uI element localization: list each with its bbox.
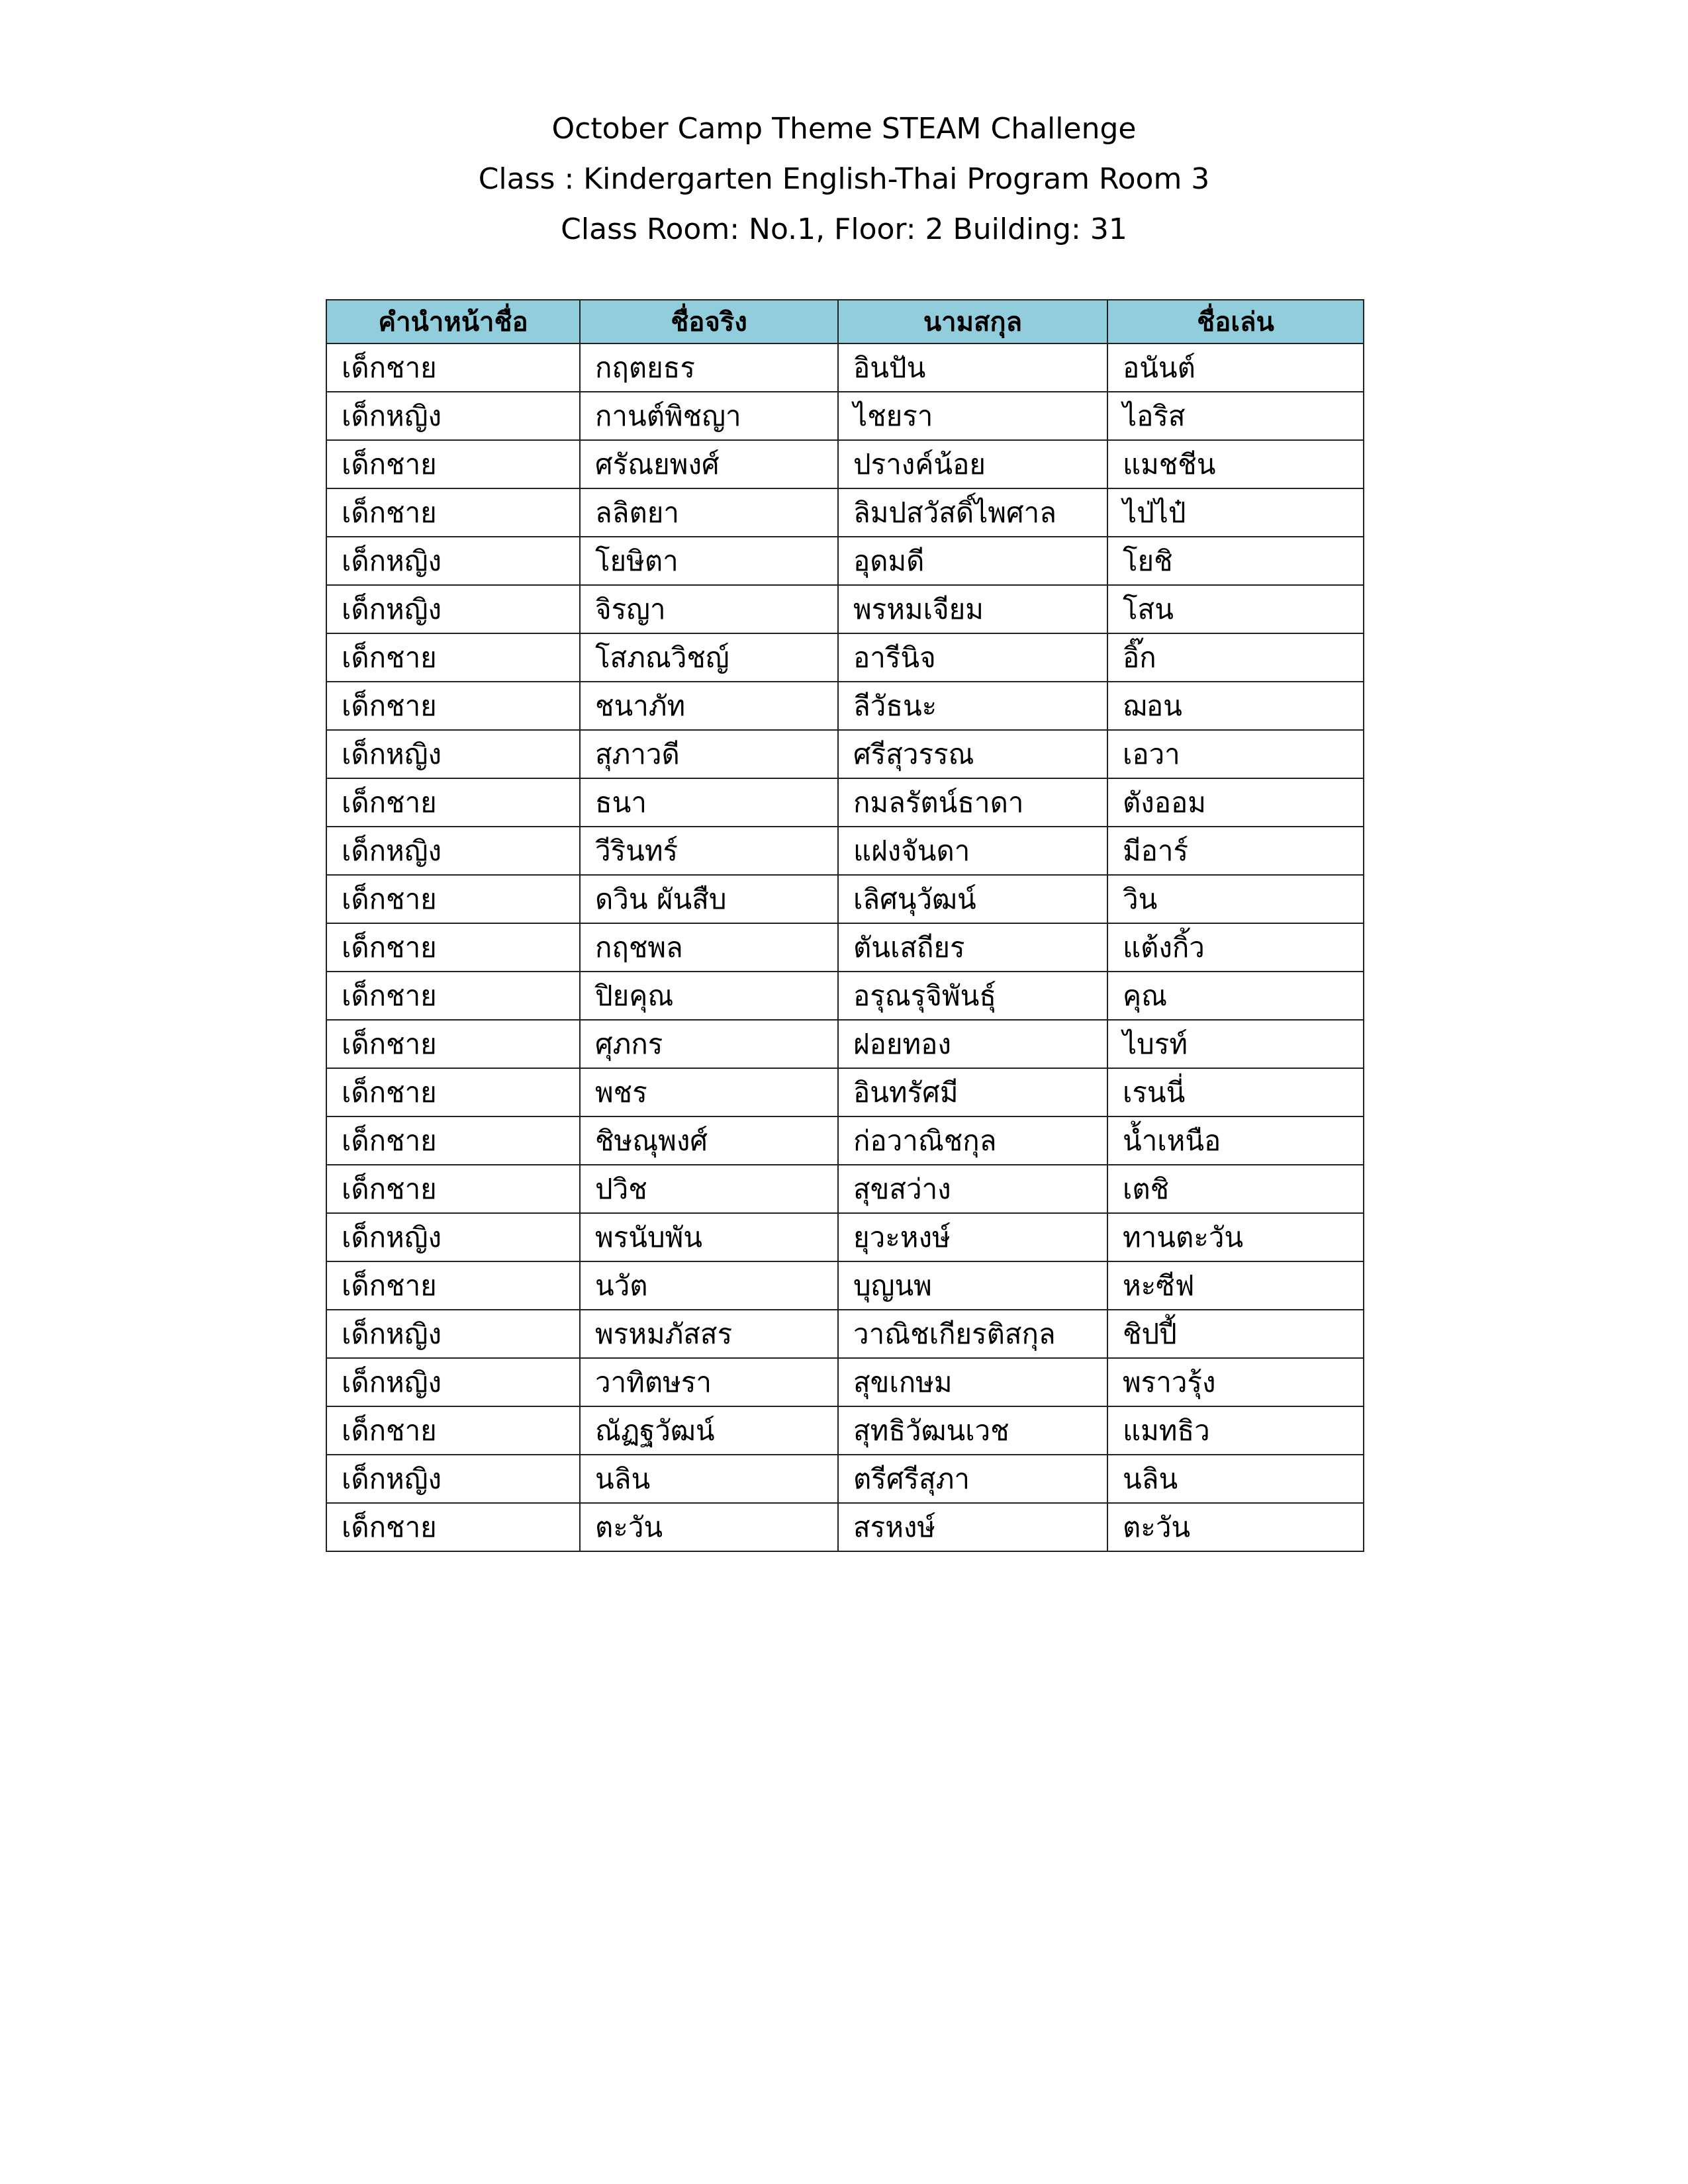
table-row [326,1020,1364,1068]
cell-last-name: ตรีศรีสุภา [838,1455,1107,1503]
column-header-nickname: ชื่อเล่น [1107,300,1364,343]
cell-prefix: เด็กชาย [326,1261,580,1310]
cell-first-name: พชร [580,1068,838,1116]
cell-last-name: ก่อวาณิชกุล [838,1116,1107,1165]
table-row [326,1406,1364,1455]
cell-nickname: ไอริส [1107,392,1364,440]
cell-prefix: เด็กชาย [326,875,580,923]
cell-last-name: กมลรัตน์ธาดา [838,778,1107,827]
cell-last-name: เลิศนุวัฒน์ [838,875,1107,923]
cell-nickname: แมทธิว [1107,1406,1364,1455]
cell-nickname: ทานตะวัน [1107,1213,1364,1261]
cell-prefix: เด็กหญิง [326,827,580,875]
cell-prefix: เด็กชาย [326,1503,580,1551]
cell-first-name: โสภณวิชญ์ [580,633,838,682]
table-row [326,1261,1364,1310]
class-line: Class : Kindergarten English-Thai Program Room 3 [478,162,1210,196]
cell-nickname: เอวา [1107,730,1364,778]
cell-nickname: นลิน [1107,1455,1364,1503]
cell-last-name: ลิมปสวัสดิ์ไพศาล [838,488,1107,537]
cell-prefix: เด็กชาย [326,778,580,827]
cell-first-name: โยษิตา [580,537,838,585]
table-row [326,1068,1364,1116]
cell-first-name: ดวิน ผันสืบ [580,875,838,923]
cell-prefix: เด็กหญิง [326,537,580,585]
cell-first-name: ชนาภัท [580,682,838,730]
cell-last-name: ปรางค์น้อย [838,440,1107,488]
table-row [326,343,1364,392]
cell-first-name: กฤชพล [580,923,838,972]
cell-last-name: อรุณรุจิพันธุ์ [838,972,1107,1020]
cell-first-name: นวัต [580,1261,838,1310]
cell-last-name: ตันเสถียร [838,923,1107,972]
cell-prefix: เด็กหญิง [326,1310,580,1358]
table-row [326,1310,1364,1358]
cell-nickname: น้ำเหนือ [1107,1116,1364,1165]
table-body [326,343,1364,1551]
table-row [326,972,1364,1020]
cell-nickname: หะซีฟ [1107,1261,1364,1310]
cell-last-name: ลีวัธนะ [838,682,1107,730]
cell-last-name: อุดมดี [838,537,1107,585]
cell-first-name: ปวิช [580,1165,838,1213]
cell-nickname: มีอาร์ [1107,827,1364,875]
cell-first-name: ลลิตยา [580,488,838,537]
cell-prefix: เด็กชาย [326,972,580,1020]
cell-first-name: กานต์พิชญา [580,392,838,440]
cell-nickname: คุณ [1107,972,1364,1020]
table-row [326,1165,1364,1213]
cell-nickname: ตังออม [1107,778,1364,827]
cell-nickname: แต้งกิ้ว [1107,923,1364,972]
cell-last-name: พรหมเจียม [838,585,1107,633]
cell-prefix: เด็กหญิง [326,585,580,633]
cell-prefix: เด็กชาย [326,1068,580,1116]
cell-last-name: อินปัน [838,343,1107,392]
table-row [326,778,1364,827]
cell-first-name: ปิยคุณ [580,972,838,1020]
cell-first-name: ชิษณุพงศ์ [580,1116,838,1165]
cell-prefix: เด็กชาย [326,1020,580,1068]
cell-prefix: เด็กหญิง [326,392,580,440]
cell-first-name: ณัฏฐวัฒน์ [580,1406,838,1455]
cell-nickname: เตชิ [1107,1165,1364,1213]
page-title: October Camp Theme STEAM Challenge [551,112,1137,146]
column-header-first-name: ชื่อจริง [580,300,838,343]
table-row [326,923,1364,972]
cell-last-name: สุทธิวัฒนเวช [838,1406,1107,1455]
cell-last-name: ไชยรา [838,392,1107,440]
cell-prefix: เด็กชาย [326,682,580,730]
cell-last-name: สุขเกษม [838,1358,1107,1406]
cell-prefix: เด็กชาย [326,1116,580,1165]
cell-nickname: โสน [1107,585,1364,633]
cell-nickname: แมชชีน [1107,440,1364,488]
cell-prefix: เด็กหญิง [326,1358,580,1406]
cell-first-name: กฤตยธร [580,343,838,392]
table-row [326,537,1364,585]
table-row [326,1455,1364,1503]
cell-prefix: เด็กชาย [326,488,580,537]
cell-last-name: แฝงจันดา [838,827,1107,875]
cell-last-name: บุญนพ [838,1261,1107,1310]
cell-prefix: เด็กชาย [326,633,580,682]
cell-first-name: นลิน [580,1455,838,1503]
cell-first-name: ศุภกร [580,1020,838,1068]
table-row [326,1358,1364,1406]
table-row [326,633,1364,682]
cell-prefix: เด็กชาย [326,440,580,488]
cell-last-name: สรหงษ์ [838,1503,1107,1551]
cell-nickname: เรนนี่ [1107,1068,1364,1116]
cell-prefix: เด็กชาย [326,1406,580,1455]
cell-first-name: ตะวัน [580,1503,838,1551]
column-header-last-name: นามสกุล [838,300,1107,343]
cell-last-name: สุขสว่าง [838,1165,1107,1213]
cell-nickname: ฌอน [1107,682,1364,730]
student-roster-table [326,299,1364,1552]
table-row [326,440,1364,488]
cell-first-name: พรนับพัน [580,1213,838,1261]
table-row [326,682,1364,730]
table-row [326,392,1364,440]
table-row [326,1116,1364,1165]
table-row [326,585,1364,633]
table-row [326,827,1364,875]
cell-first-name: สุภาวดี [580,730,838,778]
table-header-row [326,300,1364,343]
table-row [326,875,1364,923]
cell-last-name: ฝอยทอง [838,1020,1107,1068]
cell-nickname: ตะวัน [1107,1503,1364,1551]
cell-nickname: อนันต์ [1107,343,1364,392]
cell-first-name: ศรัณยพงศ์ [580,440,838,488]
cell-prefix: เด็กชาย [326,1165,580,1213]
cell-nickname: พราวรุ้ง [1107,1358,1364,1406]
cell-first-name: พรหมภัสสร [580,1310,838,1358]
cell-prefix: เด็กชาย [326,343,580,392]
table-row [326,488,1364,537]
cell-nickname: ไบรท์ [1107,1020,1364,1068]
cell-nickname: โยชิ [1107,537,1364,585]
table-row [326,1503,1364,1551]
cell-first-name: จิรญา [580,585,838,633]
cell-nickname: ชิปปี้ [1107,1310,1364,1358]
table-row [326,1213,1364,1261]
cell-nickname: ไป่ไป๋ [1107,488,1364,537]
table-row [326,730,1364,778]
column-header-prefix: คำนำหน้าชื่อ [326,300,580,343]
cell-first-name: วีรินทร์ [580,827,838,875]
cell-prefix: เด็กหญิง [326,1213,580,1261]
cell-last-name: วาณิชเกียรติสกุล [838,1310,1107,1358]
cell-nickname: อิ๊ก [1107,633,1364,682]
cell-prefix: เด็กหญิง [326,1455,580,1503]
cell-last-name: ยุวะหงษ์ [838,1213,1107,1261]
cell-first-name: ธนา [580,778,838,827]
cell-last-name: อินทรัศมี [838,1068,1107,1116]
cell-nickname: วิน [1107,875,1364,923]
cell-first-name: วาทิตษรา [580,1358,838,1406]
cell-prefix: เด็กชาย [326,923,580,972]
cell-last-name: อารีนิจ [838,633,1107,682]
location-line: Class Room: No.1, Floor: 2 Building: 31 [561,212,1127,246]
cell-prefix: เด็กหญิง [326,730,580,778]
cell-last-name: ศรีสุวรรณ [838,730,1107,778]
